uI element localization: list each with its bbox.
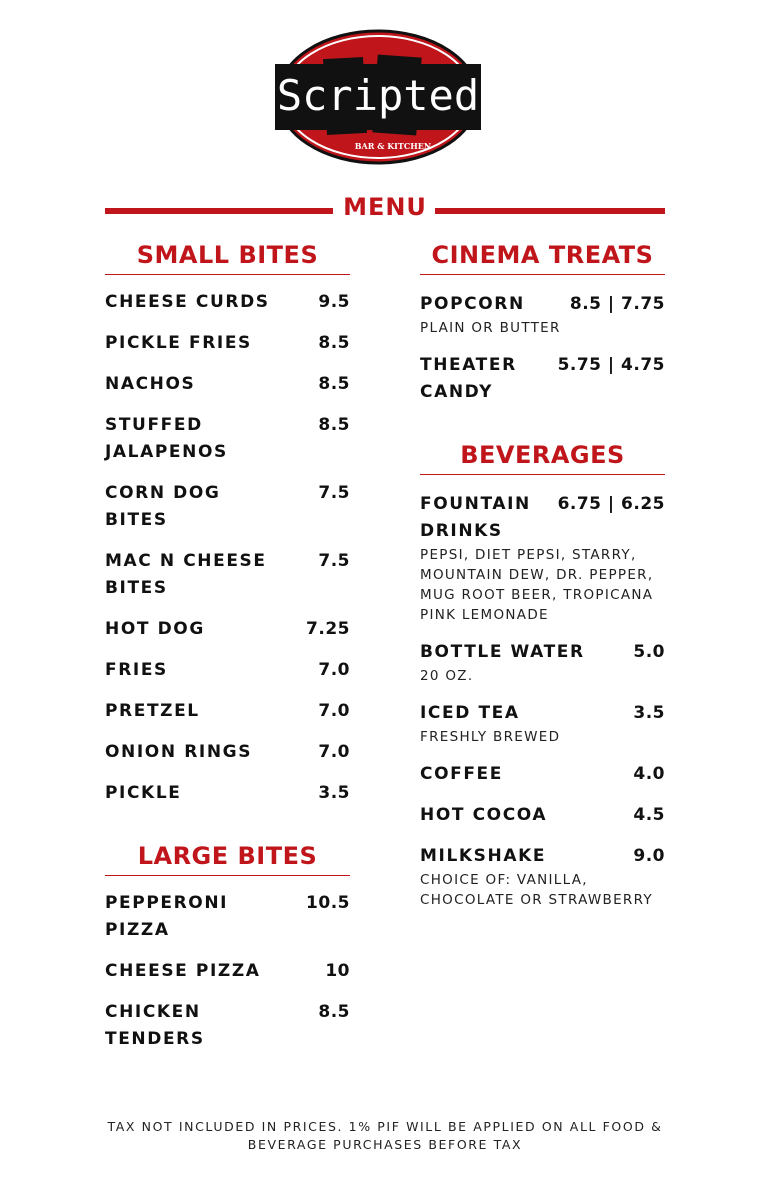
beverages-title: BEVERAGES (420, 440, 665, 475)
item-name: NACHOS (105, 374, 196, 394)
item-name: MILKSHAKE (420, 846, 547, 866)
logo-tagline: BAR & KITCHEN (354, 141, 432, 151)
item-description: FRESHLY BREWED (420, 729, 561, 745)
cinema-treats-title: CINEMA TREATS (420, 240, 665, 275)
item-name: ONION RINGS (105, 742, 253, 762)
menu-item-row (420, 491, 665, 545)
item-name: PRETZEL (105, 701, 200, 721)
item-name: BOTTLE WATER (420, 642, 585, 662)
item-name: PICKLE FRIES (105, 333, 252, 353)
item-price: 7.25 (306, 619, 350, 639)
footer-note: TAX NOT INCLUDED IN PRICES. 1% PIF WILL BE APPLIED ON ALL FOOD & BEVERAGE PURCHASES BEFORE TAX (107, 1119, 663, 1152)
menu-item (105, 657, 350, 684)
menu-item (105, 412, 350, 466)
item-price: 3.5 (318, 783, 350, 803)
item-name: STUFFED JALAPENOS (105, 415, 228, 462)
item-name: HOT COCOA (420, 805, 548, 825)
item-name: CHEESE CURDS (105, 292, 270, 312)
menu-item-row (420, 700, 665, 727)
menu-item-row (105, 999, 350, 1053)
item-price: 6.75 | 6.25 (557, 494, 665, 514)
item-price: 4.5 (633, 805, 665, 825)
menu-item (105, 330, 350, 357)
cinema-treats-list (420, 291, 665, 406)
menu-item (420, 491, 665, 625)
menu-item-row (420, 802, 665, 829)
menu-item-row (105, 698, 350, 725)
item-name: CHEESE PIZZA (105, 961, 261, 981)
menu-item-row (105, 412, 350, 466)
item-description: 20 OZ. (420, 668, 474, 684)
menu-item-row (420, 761, 665, 788)
menu-item (420, 291, 665, 338)
left-column (105, 240, 350, 1067)
menu-item (105, 739, 350, 766)
item-description: CHOICE OF: VANILLA, CHOCOLATE OR STRAWBERRY (420, 872, 653, 908)
item-name: POPCORN (420, 294, 525, 314)
menu-item (105, 289, 350, 316)
menu-item-row (105, 657, 350, 684)
menu-item (105, 371, 350, 398)
right-column (420, 240, 665, 924)
item-name: MAC N CHEESE BITES (105, 551, 267, 598)
item-name: PEPPERONI PIZZA (105, 893, 229, 940)
item-name: FOUNTAIN DRINKS (420, 494, 531, 541)
item-price: 8.5 | 7.75 (569, 294, 665, 314)
item-price: 9.5 (318, 292, 350, 312)
item-description: PLAIN OR BUTTER (420, 320, 561, 336)
item-price: 8.5 (318, 1002, 350, 1022)
menu-item-row (105, 616, 350, 643)
menu-item (105, 698, 350, 725)
menu-item-row (105, 958, 350, 985)
item-name: COFFEE (420, 764, 503, 784)
item-description: PEPSI, DIET PEPSI, STARRY, MOUNTAIN DEW, DR. PEPPER, MUG ROOT BEER, TROPICANA PINK LEMONADE (420, 547, 654, 623)
menu-item (420, 639, 665, 686)
item-price: 7.5 (318, 483, 350, 503)
item-price: 7.5 (318, 551, 350, 571)
small-bites-list (105, 289, 350, 807)
menu-item (420, 843, 665, 910)
large-bites-title: LARGE BITES (105, 841, 350, 876)
scripted-logo (275, 28, 481, 166)
item-name: PICKLE (105, 783, 182, 803)
small-bites-title: SMALL BITES (105, 240, 350, 275)
menu-item-row (105, 739, 350, 766)
item-price: 8.5 (318, 333, 350, 353)
item-price: 7.0 (318, 742, 350, 762)
item-price: 3.5 (633, 703, 665, 723)
menu-item-row (105, 480, 350, 534)
menu-item-row (420, 291, 665, 318)
item-price: 10.5 (306, 893, 350, 913)
large-bites-list (105, 890, 350, 1053)
item-price: 5.75 | 4.75 (557, 355, 665, 375)
menu-divider-right (435, 208, 665, 214)
item-price: 7.0 (318, 660, 350, 680)
menu-item-row (420, 843, 665, 870)
item-price: 8.5 (318, 415, 350, 435)
menu-item (420, 700, 665, 747)
item-price: 8.5 (318, 374, 350, 394)
beverages-list (420, 491, 665, 910)
menu-item-row (105, 890, 350, 944)
item-name: FRIES (105, 660, 168, 680)
item-name: THEATER CANDY (420, 355, 517, 402)
menu-item-row (105, 780, 350, 807)
item-name: CHICKEN TENDERS (105, 1002, 205, 1049)
item-name: HOT DOG (105, 619, 205, 639)
menu-item-row (420, 639, 665, 666)
item-price: 10 (325, 961, 350, 981)
menu-item (105, 890, 350, 944)
menu-item (420, 802, 665, 829)
menu-item (105, 999, 350, 1053)
menu-label: MENU (343, 193, 427, 221)
item-price: 7.0 (318, 701, 350, 721)
menu-item (105, 958, 350, 985)
item-price: 9.0 (633, 846, 665, 866)
item-name: ICED TEA (420, 703, 520, 723)
menu-item-row (420, 352, 665, 406)
menu-item (105, 548, 350, 602)
item-price: 4.0 (633, 764, 665, 784)
menu-item (105, 780, 350, 807)
menu-item-row (105, 330, 350, 357)
menu-item-row (105, 289, 350, 316)
menu-item (420, 761, 665, 788)
menu-item (105, 616, 350, 643)
menu-item (420, 352, 665, 406)
menu-item-row (105, 548, 350, 602)
logo-wordmark: Scripted (276, 71, 480, 120)
item-price: 5.0 (633, 642, 665, 662)
menu-heading (105, 193, 665, 223)
menu-item-row (105, 371, 350, 398)
menu-item (105, 480, 350, 534)
item-name: CORN DOG BITES (105, 483, 221, 530)
